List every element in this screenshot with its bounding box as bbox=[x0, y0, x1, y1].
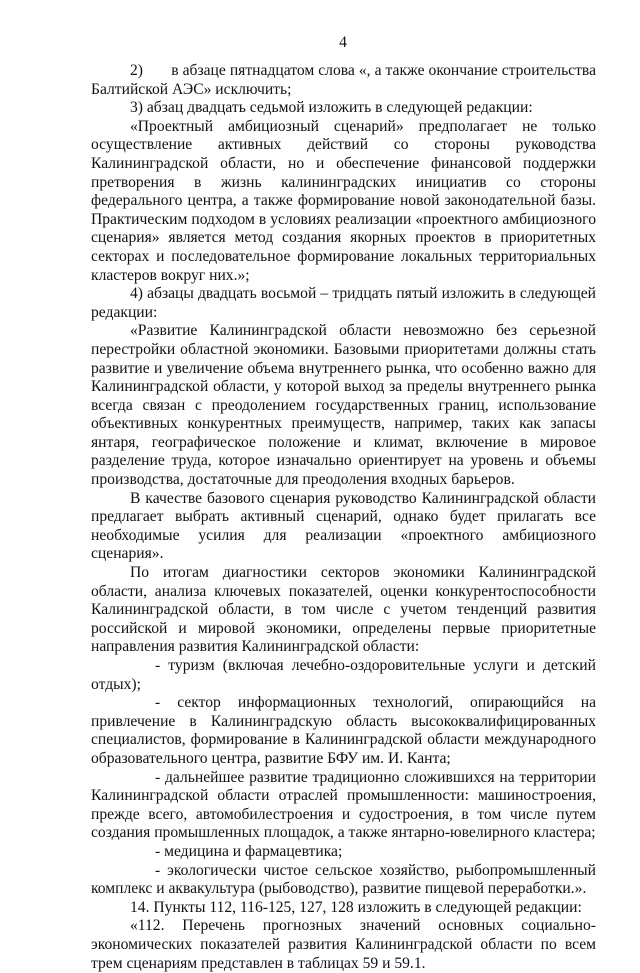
paragraph-clause-112: «112. Перечень прогнозных значений основных социально-экономических показателей развития Калининградской области по всем трем сценариям представлен в таблицах 59 и 59.1. bbox=[91, 917, 596, 972]
document-body bbox=[91, 62, 596, 973]
paragraph-base-scenario: В качестве базового сценария руководство Калининградской области предлагает выбрать активный сценарий, однако будет прилагать все необходимые усилия для реализации «проектного амбициозного сценария». bbox=[91, 489, 596, 563]
paragraph-development: «Развитие Калининградской области невозможно без серьезной перестройки областной экономики. Базовыми приоритетами должны стать развитие и увеличение объема внутреннего рынка, что особенно важно для Калининградской области, у которой выход за пределы внутреннего рынка всегда связан с преодолением государственных границ, использование объективных конкурентных преимуществ, например, таких как запасы янтаря, географическое положение и климат, включение в мировое разделение труда, которое изначально ориентирует на уровень и объемы производства, достаточные для преодоления входных барьеров. bbox=[91, 322, 596, 489]
paragraph-item-14: 14. Пункты 112, 116-125, 127, 128 изложить в следующей редакции: bbox=[130, 898, 582, 916]
paragraph-item-2: 2) в абзаце пятнадцатом слова «, а также окончание строительства Балтийской АЭС» исключить; bbox=[91, 62, 596, 98]
paragraph-item-4: 4) абзацы двадцать восьмой – тридцать пятый изложить в следующей редакции: bbox=[91, 285, 596, 321]
list-item-medicine: - медицина и фармацевтика; bbox=[155, 842, 343, 860]
page-number: 4 bbox=[339, 34, 347, 51]
list-item-it-sector: - сектор информационных технологий, опирающийся на привлечение в Калининградскую область высококвалифицированных специалистов, формирование в Калининградской области международного образовательного центра, развитие БФУ им. И. Канта; bbox=[91, 694, 596, 767]
paragraph-item-3: 3) абзац двадцать седьмой изложить в следующей редакции: bbox=[130, 99, 533, 117]
paragraph-diagnostics: По итогам диагностики секторов экономики Калининградской области, анализа ключевых показателей, оценки конкурентоспособности Калининградской области, в том числе с учетом тенденций развития российской и мировой экономики, определены первые приоритетные направления развития Калининградской области: bbox=[91, 564, 596, 656]
paragraph-scenario-definition: «Проектный амбициозный сценарий» предполагает не только осуществление активных действий со стороны руководства Калининградской области, но и обеспечение финансовой поддержки претворения в жизнь калининградских инициатив со стороны федерального центра, а также формирование новой законодательной базы. Практическим подходом в условиях реализации «проектного амбициозного сценария» является метод создания якорных проектов в приоритетных секторах и последовательное формирование локальных территориальных кластеров вокруг них.»; bbox=[91, 117, 596, 284]
list-item-industry: - дальнейшее развитие традиционно сложившихся на территории Калининградской области отраслей промышленности: машиностроения, прежде всего, автомобилестроения и судостроения, в том числе путем создания промышленных площадок, а также янтарно-ювелирного кластера; bbox=[91, 768, 596, 842]
list-item-tourism: - туризм (включая лечебно-оздоровительные услуги и детский отдых); bbox=[91, 657, 596, 693]
list-item-agriculture: - экологически чистое сельское хозяйство, рыбопромышленный комплекс и аквакультура (рыбоводство), развитие пищевой переработки.». bbox=[91, 861, 596, 898]
